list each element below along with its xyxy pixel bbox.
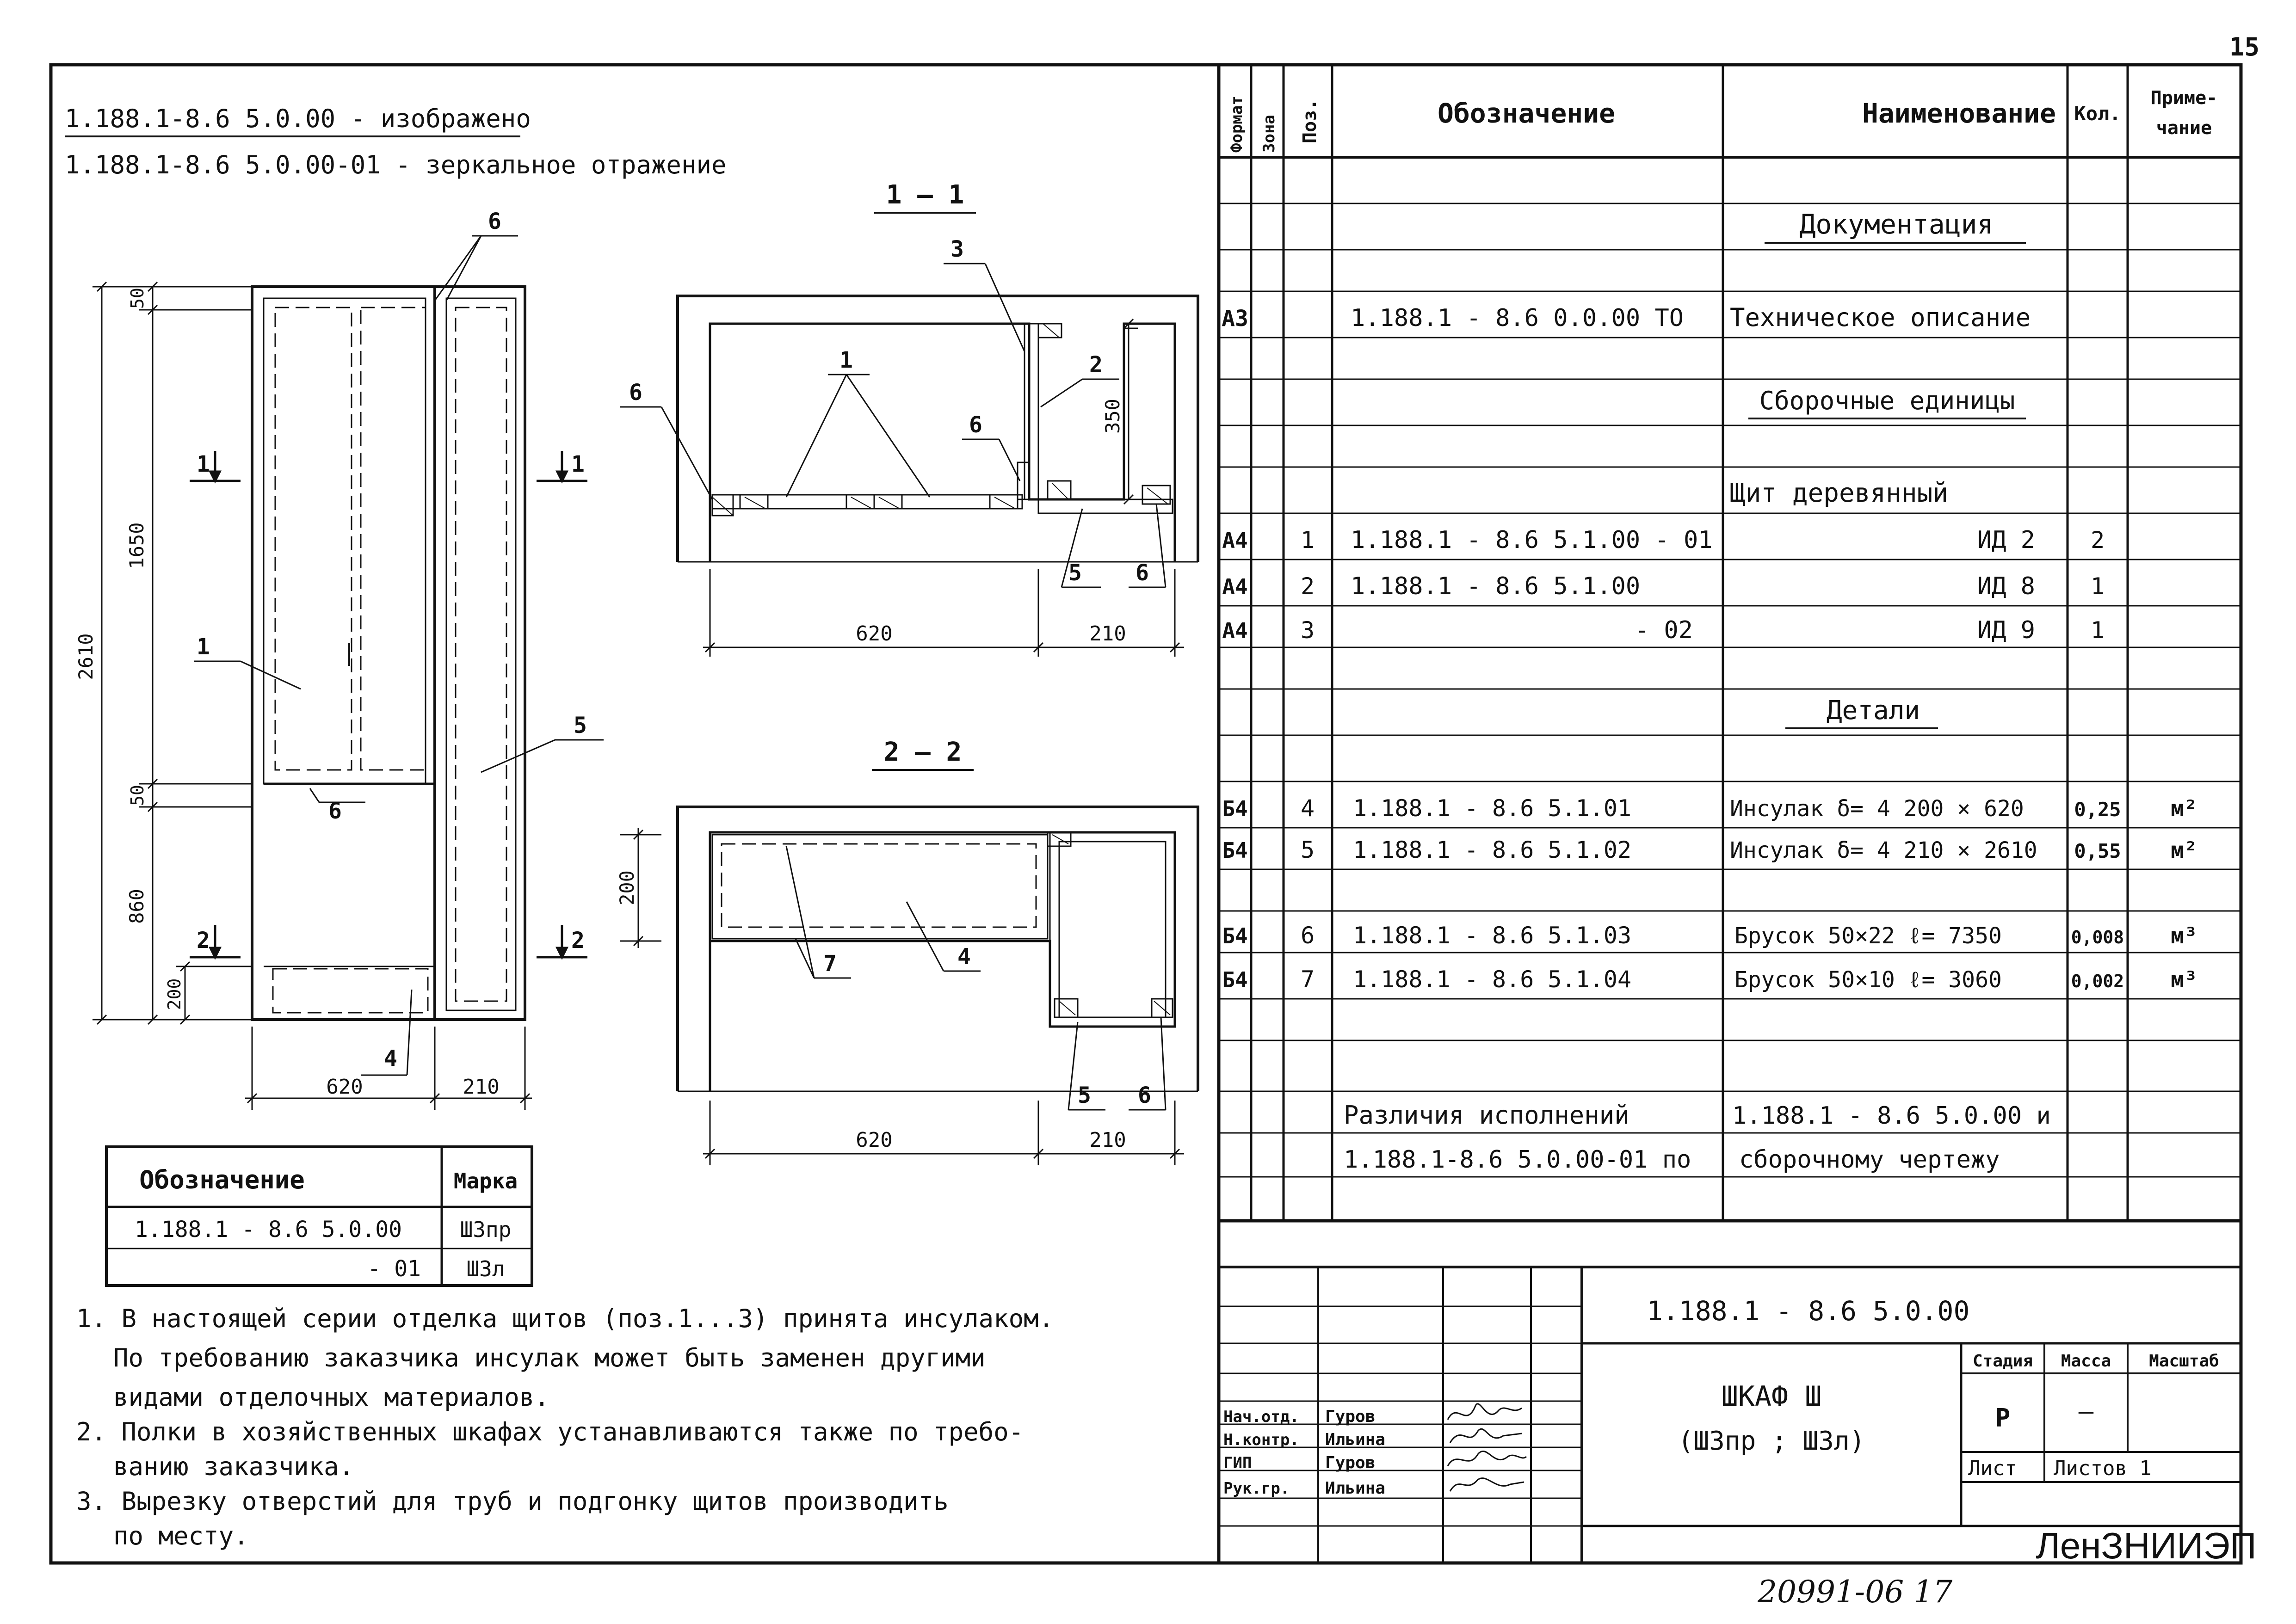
spec-assembly-rows xyxy=(1222,526,2105,644)
spec-diff: Различия исполнений xyxy=(1344,1101,1629,1130)
leader-label: 2 xyxy=(1089,352,1103,378)
spec-cell: ИД 9 xyxy=(1977,616,2035,644)
spec-cell: 5 xyxy=(1300,837,1315,863)
spec-cell: А4 xyxy=(1222,528,1248,553)
spec-header-note: чание xyxy=(2156,117,2212,139)
spec-cell: 2 xyxy=(2090,527,2105,554)
spec-cell: м³ xyxy=(2171,967,2197,993)
spec-cell: А4 xyxy=(1222,574,1248,599)
spec-cell: 1 xyxy=(1300,527,1315,554)
note-line: 2. Полки в хозяйственных шкафах устанавливаются также по требо- xyxy=(76,1417,1024,1446)
spec-diff: 1.188.1-8.6 5.0.00-01 по xyxy=(1344,1146,1691,1174)
title-sheet-label: Лист xyxy=(1968,1457,2017,1480)
spec-part-rows xyxy=(1222,795,2197,993)
spec-cell: Техническое описание xyxy=(1730,303,2031,332)
spec-cell: Б4 xyxy=(1222,967,1248,992)
mark-table-header: Марка xyxy=(453,1169,518,1193)
cut-label: 2 xyxy=(571,928,585,953)
spec-cell: 7 xyxy=(1300,966,1315,993)
spec-cell: 1.188.1 - 8.6 5.1.00 xyxy=(1351,572,1641,600)
spec-cell: - 02 xyxy=(1635,616,1693,644)
note-line: ванию заказчика. xyxy=(113,1452,354,1481)
spec-cell: А3 xyxy=(1222,306,1248,332)
signature-name: Ильина xyxy=(1325,1479,1386,1498)
leader-label: 4 xyxy=(384,1046,397,1071)
spec-table xyxy=(1219,65,2241,1221)
spec-cell: 1.188.1 - 8.6 5.1.03 xyxy=(1353,922,1632,949)
spec-header-format: Формат xyxy=(1228,96,1246,153)
spec-cell: 2 xyxy=(1300,573,1315,600)
signature-name: Гуров xyxy=(1325,1407,1376,1426)
cut-label: 2 xyxy=(197,928,210,953)
section-2-drawing xyxy=(678,807,1198,1091)
header-line-2: 1.188.1-8.6 5.0.00-01 - зеркальное отражение xyxy=(65,150,727,179)
dim-label: 860 xyxy=(125,889,148,924)
leader-label: 6 xyxy=(969,412,982,438)
spec-cell: ИД 2 xyxy=(1977,526,2035,554)
spec-section-assembly: Сборочные единицы xyxy=(1759,386,2015,415)
spec-cell: 0,002 xyxy=(2071,971,2124,991)
title-scale-header: Масштаб xyxy=(2149,1352,2219,1371)
section-1-leaders xyxy=(620,264,1166,587)
spec-cell: Инсулак δ= 4 200 × 620 xyxy=(1730,796,2024,822)
dim-label: 1650 xyxy=(125,522,148,569)
signature-role: Н.контр. xyxy=(1223,1431,1299,1449)
spec-cell: 1.188.1 - 8.6 0.0.00 ТО xyxy=(1351,304,1684,332)
archive-number: 20991-06 17 xyxy=(1758,1574,1953,1610)
dim-label: 620 xyxy=(856,1128,893,1152)
note-line: 1. В настоящей серии отделка щитов (поз.1...3) принята инсулаком. xyxy=(76,1304,1054,1333)
spec-cell: 4 xyxy=(1300,795,1315,822)
notes xyxy=(76,1304,1054,1550)
spec-cell: ИД 8 xyxy=(1977,572,2035,600)
spec-cell: 3 xyxy=(1300,617,1315,644)
spec-cell: Б4 xyxy=(1222,838,1248,863)
leader-label: 6 xyxy=(1138,1083,1151,1108)
spec-header-zone: Зона xyxy=(1260,115,1278,153)
spec-diff: сборочному чертежу xyxy=(1739,1146,2000,1174)
spec-header-designation: Обозначение xyxy=(1437,98,1616,129)
leader-label: 5 xyxy=(1068,560,1082,586)
title-mass-header: Масса xyxy=(2061,1352,2111,1371)
title-mass: — xyxy=(2078,1396,2094,1426)
spec-header-qty: Кол. xyxy=(2074,102,2121,125)
cut-label: 1 xyxy=(571,451,585,477)
section-1-dimensions xyxy=(703,319,1184,657)
spec-cell: 0,008 xyxy=(2071,927,2124,947)
signature-name: Гуров xyxy=(1325,1453,1376,1472)
signature-role: Нач.отд. xyxy=(1223,1408,1299,1426)
spec-cell: 1.188.1 - 8.6 5.1.00 - 01 xyxy=(1351,526,1713,554)
cut-label: 1 xyxy=(197,451,210,477)
mark-table-cell: ШЗл xyxy=(466,1256,505,1281)
header-line-1: 1.188.1-8.6 5.0.00 - изображено xyxy=(65,104,531,133)
spec-cell: 0,55 xyxy=(2074,840,2121,862)
spec-header-note: Приме- xyxy=(2150,87,2218,109)
page-number: 15 xyxy=(2229,32,2260,62)
spec-header-pos: Поз. xyxy=(1299,98,1321,143)
spec-cell: 1 xyxy=(2090,573,2105,600)
signature-role: ГИП xyxy=(1223,1454,1252,1472)
spec-diff: 1.188.1 - 8.6 5.0.00 и xyxy=(1732,1102,2051,1130)
elevation-leaders xyxy=(194,236,604,1075)
section-2-dimensions xyxy=(620,828,1184,1165)
dim-label: 620 xyxy=(856,622,893,646)
leader-label: 6 xyxy=(328,798,342,824)
note-line: видами отделочных материалов. xyxy=(113,1383,549,1412)
leader-label: 3 xyxy=(950,236,964,262)
leader-label: 1 xyxy=(839,347,853,373)
dim-label: 350 xyxy=(1101,399,1124,434)
signature-name: Ильина xyxy=(1325,1430,1386,1449)
leader-label: 6 xyxy=(488,209,501,234)
note-line: 3. Вырезку отверстий для труб и подгонку щитов производить xyxy=(76,1487,949,1516)
spec-cell: 0,25 xyxy=(2074,798,2121,821)
leader-label: 4 xyxy=(957,944,971,970)
spec-section-parts: Детали xyxy=(1826,695,1920,726)
signature-rows xyxy=(1223,1407,1385,1498)
note-line: по месту. xyxy=(113,1521,249,1550)
spec-cell: м² xyxy=(2171,796,2197,822)
dim-label: 50 xyxy=(127,785,148,806)
dim-label: 2610 xyxy=(74,633,97,680)
dim-label: 210 xyxy=(463,1075,500,1099)
spec-cell: Инсулак δ= 4 210 × 2610 xyxy=(1730,837,2037,863)
spec-header-name: Наименование xyxy=(1862,98,2056,129)
leader-label: 7 xyxy=(823,951,837,977)
title-stage: Р xyxy=(1995,1403,2011,1433)
leader-label: 5 xyxy=(574,713,587,738)
signature-role: Рук.гр. xyxy=(1223,1479,1290,1498)
organization-logo: ЛенЗНИИЭП xyxy=(2036,1525,2257,1566)
spec-cell: 1.188.1 - 8.6 5.1.04 xyxy=(1353,966,1632,993)
title-sheets-label: Листов 1 xyxy=(2054,1457,2152,1480)
section-1-title: 1 — 1 xyxy=(886,180,964,210)
leader-label: 1 xyxy=(197,634,210,660)
mark-table-cell: 1.188.1 - 8.6 5.0.00 xyxy=(135,1217,402,1243)
elevation-view xyxy=(252,287,525,1020)
title-name: ШКАФ Ш xyxy=(1721,1380,1822,1413)
dim-label: 200 xyxy=(616,870,638,905)
spec-cell: м³ xyxy=(2171,923,2197,949)
title-code: 1.188.1 - 8.6 5.0.00 xyxy=(1647,1295,1970,1327)
mark-table-header: Обозначение xyxy=(139,1165,305,1194)
mark-table-cell: ШЗпр xyxy=(460,1217,512,1242)
leader-label: 6 xyxy=(1136,560,1149,586)
dim-label: 620 xyxy=(326,1075,363,1099)
spec-cell: Брусок 50×22 ℓ= 7350 xyxy=(1734,923,2002,949)
section-2-title: 2 — 2 xyxy=(883,737,962,767)
dim-label: 50 xyxy=(127,288,148,309)
spec-cell: Брусок 50×10 ℓ= 3060 xyxy=(1734,967,2002,993)
elevation-dimensions xyxy=(93,282,532,1110)
dim-label: 210 xyxy=(1089,622,1126,646)
spec-cell: 1.188.1 - 8.6 5.1.01 xyxy=(1353,795,1632,822)
spec-group: Щит деревянный xyxy=(1730,478,1949,508)
spec-cell: м² xyxy=(2171,837,2197,863)
mark-table-cell: - 01 xyxy=(367,1256,421,1282)
leader-label: 6 xyxy=(629,380,642,406)
title-stage-header: Стадия xyxy=(1972,1352,2033,1371)
spec-cell: 6 xyxy=(1300,922,1315,949)
dim-label: 210 xyxy=(1089,1128,1126,1152)
cut-markers xyxy=(190,451,587,957)
spec-section-documentation: Документация xyxy=(1799,209,1994,240)
spec-cell: Б4 xyxy=(1222,796,1248,821)
title-marks: (ШЗпр ; ШЗл) xyxy=(1678,1426,1865,1456)
spec-cell: 1.188.1 - 8.6 5.1.02 xyxy=(1353,837,1632,863)
spec-cell: 1 xyxy=(2090,617,2105,644)
spec-cell: Б4 xyxy=(1222,923,1248,948)
dim-label: 200 xyxy=(164,978,185,1010)
spec-cell: А4 xyxy=(1222,618,1248,643)
note-line: По требованию заказчика инсулак может быть заменен другими xyxy=(113,1343,986,1372)
leader-label: 5 xyxy=(1078,1083,1091,1108)
section-2-leaders xyxy=(786,846,1166,1110)
